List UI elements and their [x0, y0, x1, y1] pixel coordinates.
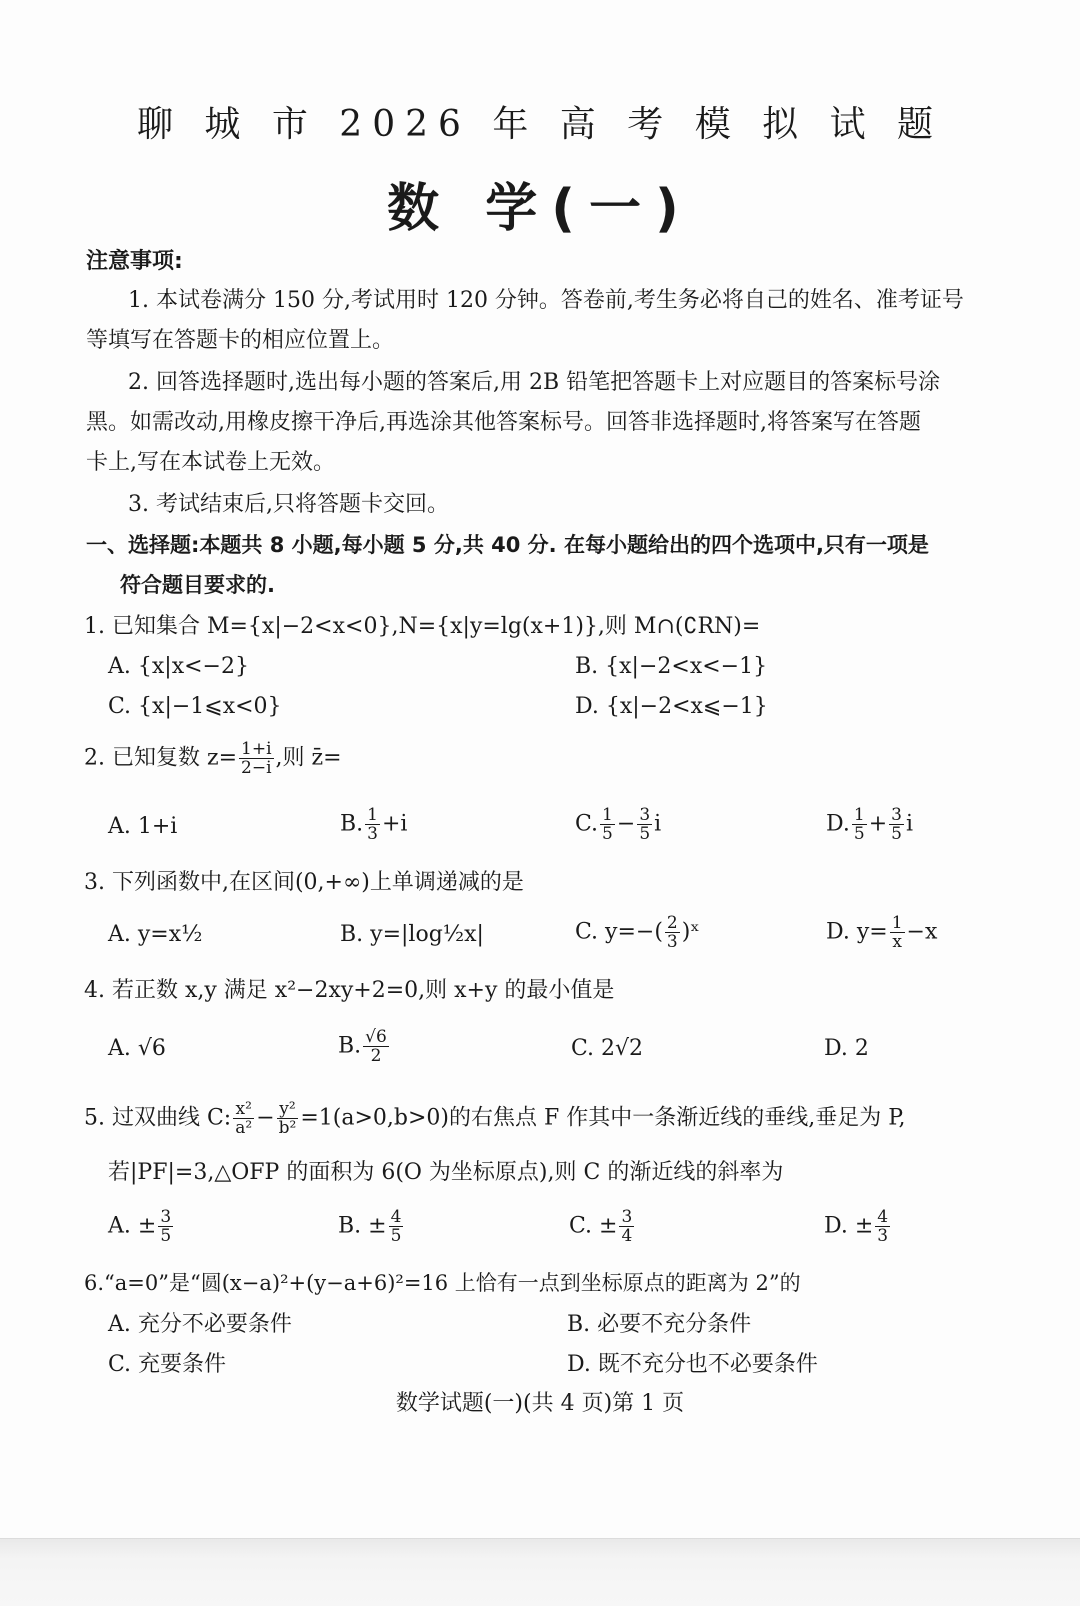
notice-item-2-cont: 黑。如需改动,用橡皮擦干净后,再选涂其他答案标号。回答非选择题时,将答案写在答题: [86, 410, 921, 435]
q2-d-den2: 5: [891, 824, 902, 844]
q2-frac-num: 1+i: [241, 739, 272, 759]
q3-option-b: B. y=|log½x|: [340, 922, 484, 947]
question-3-stem: 3. 下列函数中,在区间(0,+∞)上单调递减的是: [84, 870, 524, 895]
q5-c-prefix: C. ±: [569, 1213, 618, 1239]
q2-stem-suffix: ,则 z̄=: [275, 745, 342, 771]
q2-option-c: [575, 806, 661, 843]
q5-d-frac: [875, 1208, 890, 1245]
q4-b-den: 2: [370, 1046, 382, 1066]
q5-c-frac: [619, 1208, 634, 1245]
notice-item-2: 2. 回答选择题时,选出每小题的答案后,用 2B 铅笔把答题卡上对应题目的答案标号涂: [128, 370, 941, 395]
q3-d-suffix: −x: [906, 919, 938, 945]
q2-b-prefix: B.: [340, 811, 364, 837]
q6-option-d: D. 既不充分也不必要条件: [567, 1352, 818, 1377]
q5-stem-prefix: 5. 过双曲线 C:: [84, 1105, 232, 1131]
notice-item-2-cont2: 卡上,写在本试卷上无效。: [86, 450, 335, 475]
q2-stem-prefix: 2. 已知复数 z=: [84, 745, 238, 771]
q5-f2-den: b²: [278, 1118, 297, 1138]
q4-option-b: [338, 1028, 391, 1065]
page-footer: 数学试题(一)(共 4 页)第 1 页: [395, 1391, 685, 1416]
q5-d-prefix: D. ±: [824, 1213, 874, 1239]
q2-d-frac1: [852, 806, 867, 843]
q5-frac2: [277, 1100, 299, 1137]
q5-c-num: 3: [621, 1207, 633, 1227]
q5-c-den: 4: [621, 1226, 633, 1246]
subject-title: 数 学(一): [387, 179, 693, 239]
q2-option-a: A. 1+i: [108, 814, 178, 839]
q3-c-suffix: )ˣ: [681, 919, 700, 945]
notice-item-3: 3. 考试结束后,只将答题卡交回。: [128, 492, 449, 517]
q5-stem-suffix: =1(a>0,b>0)的右焦点 F 作其中一条渐近线的垂线,垂足为 P,: [300, 1105, 906, 1131]
q2-b-suffix: +i: [382, 811, 408, 837]
q5-b-den: 5: [390, 1226, 402, 1246]
viewer-bottom-bar: [0, 1538, 1080, 1606]
q3-option-d: [826, 914, 937, 951]
q3-c-den: 3: [666, 932, 678, 952]
q5-option-a: [108, 1208, 175, 1245]
q5-a-prefix: A. ±: [108, 1213, 157, 1239]
section-heading: 一、选择题:本题共 8 小题,每小题 5 分,共 40 分. 在每小题给出的四个选项中,只有一项是: [86, 533, 929, 557]
q4-option-c: C. 2√2: [571, 1036, 644, 1061]
q2-c-frac1: [600, 806, 615, 843]
q5-b-frac: [389, 1208, 404, 1245]
q3-c-num: 2: [666, 913, 678, 933]
q6-option-b: B. 必要不充分条件: [567, 1312, 752, 1337]
q5-option-d: [824, 1208, 892, 1245]
notice-item-1: 1. 本试卷满分 150 分,考试用时 120 分钟。答卷前,考生务必将自己的姓名、准考证号: [128, 288, 964, 313]
q4-option-a: A. √6: [108, 1036, 166, 1061]
q2-d-den1: 5: [853, 824, 865, 844]
q2-d-frac2: [889, 806, 904, 843]
q5-b-num: 4: [390, 1207, 402, 1227]
q2-b-den: 3: [367, 824, 378, 844]
q5-d-num: 4: [877, 1207, 889, 1227]
q2-option-b: [340, 806, 407, 843]
q3-c-frac: [665, 914, 680, 951]
q5-option-b: [338, 1208, 405, 1245]
q5-a-den: 5: [160, 1226, 172, 1246]
q4-option-d: D. 2: [824, 1036, 869, 1061]
q1-option-b: B. {x|−2<x<−1}: [575, 654, 768, 679]
q2-c-frac2: [637, 806, 652, 843]
q2-c-den1: 5: [602, 824, 613, 844]
q2-d-num1: 1: [853, 805, 865, 825]
q3-option-a: A. y=x½: [108, 922, 203, 947]
q5-f2-num: y²: [277, 1100, 299, 1119]
q2-c-mid: −: [616, 811, 636, 837]
question-1-stem: 1. 已知集合 M={x|−2<x<0},N={x|y=lg(x+1)},则 M∩(∁RN)=: [84, 614, 761, 639]
q3-d-den: x: [892, 932, 902, 952]
q2-c-den2: 5: [639, 824, 651, 844]
q3-c-prefix: C. y=−(: [575, 919, 663, 945]
q5-f1-den: a²: [235, 1118, 253, 1138]
question-4-stem: 4. 若正数 x,y 满足 x²−2xy+2=0,则 x+y 的最小值是: [84, 978, 615, 1003]
q5-a-frac: [158, 1208, 173, 1245]
q2-c-num2: 3: [639, 805, 651, 825]
notice-heading: 注意事项:: [86, 249, 183, 274]
q4-b-prefix: B.: [338, 1033, 362, 1059]
q2-option-d: [826, 806, 913, 843]
section-heading-cont: 符合题目要求的.: [120, 573, 275, 597]
q1-option-d: D. {x|−2<x⩽−1}: [575, 694, 768, 719]
q5-f1-num: x²: [233, 1100, 254, 1119]
q2-c-num1: 1: [602, 805, 613, 825]
q5-b-prefix: B. ±: [338, 1213, 387, 1239]
q5-d-den: 3: [877, 1226, 889, 1246]
q2-d-num2: 3: [891, 805, 902, 825]
q5-frac1: [233, 1100, 254, 1137]
q2-frac-den: 2−i: [241, 758, 272, 778]
question-5-stem: [84, 1100, 906, 1137]
q4-b-num: √6: [365, 1027, 387, 1047]
exam-title: 聊 城 市 2026 年 高 考 模 拟 试 题: [136, 104, 944, 145]
q6-option-c: C. 充要条件: [108, 1352, 227, 1377]
q5-option-c: [569, 1208, 636, 1245]
q2-d-suffix: i: [905, 811, 913, 837]
q3-d-prefix: D. y=: [826, 919, 888, 945]
q2-d-prefix: D.: [826, 811, 850, 837]
q2-b-num: 1: [367, 805, 378, 825]
q5-a-num: 3: [160, 1207, 172, 1227]
question-2-stem: [84, 740, 342, 777]
q4-b-frac: [363, 1028, 389, 1065]
question-6-stem: 6.“a=0”是“圆(x−a)²+(y−a+6)²=16 上恰有一点到坐标原点的距离为 2”的: [84, 1271, 801, 1295]
q3-option-c: [575, 914, 700, 951]
question-5-stem-cont: 若|PF|=3,△OFP 的面积为 6(O 为坐标原点),则 C 的渐近线的斜率为: [108, 1160, 784, 1185]
q2-b-frac: [365, 806, 380, 843]
q2-d-mid: +: [868, 811, 888, 837]
q2-c-suffix: i: [654, 811, 662, 837]
q3-d-frac: [890, 914, 905, 951]
q2-fraction: [239, 740, 274, 777]
q6-option-a: A. 充分不必要条件: [108, 1312, 292, 1337]
q1-option-a: A. {x|x<−2}: [108, 654, 249, 679]
q1-option-c: C. {x|−1⩽x<0}: [108, 694, 282, 719]
notice-item-1-cont: 等填写在答题卡的相应位置上。: [86, 328, 395, 353]
q3-d-num: 1: [891, 913, 903, 933]
q5-f-mid: −: [256, 1105, 275, 1131]
q2-c-prefix: C.: [575, 811, 599, 837]
